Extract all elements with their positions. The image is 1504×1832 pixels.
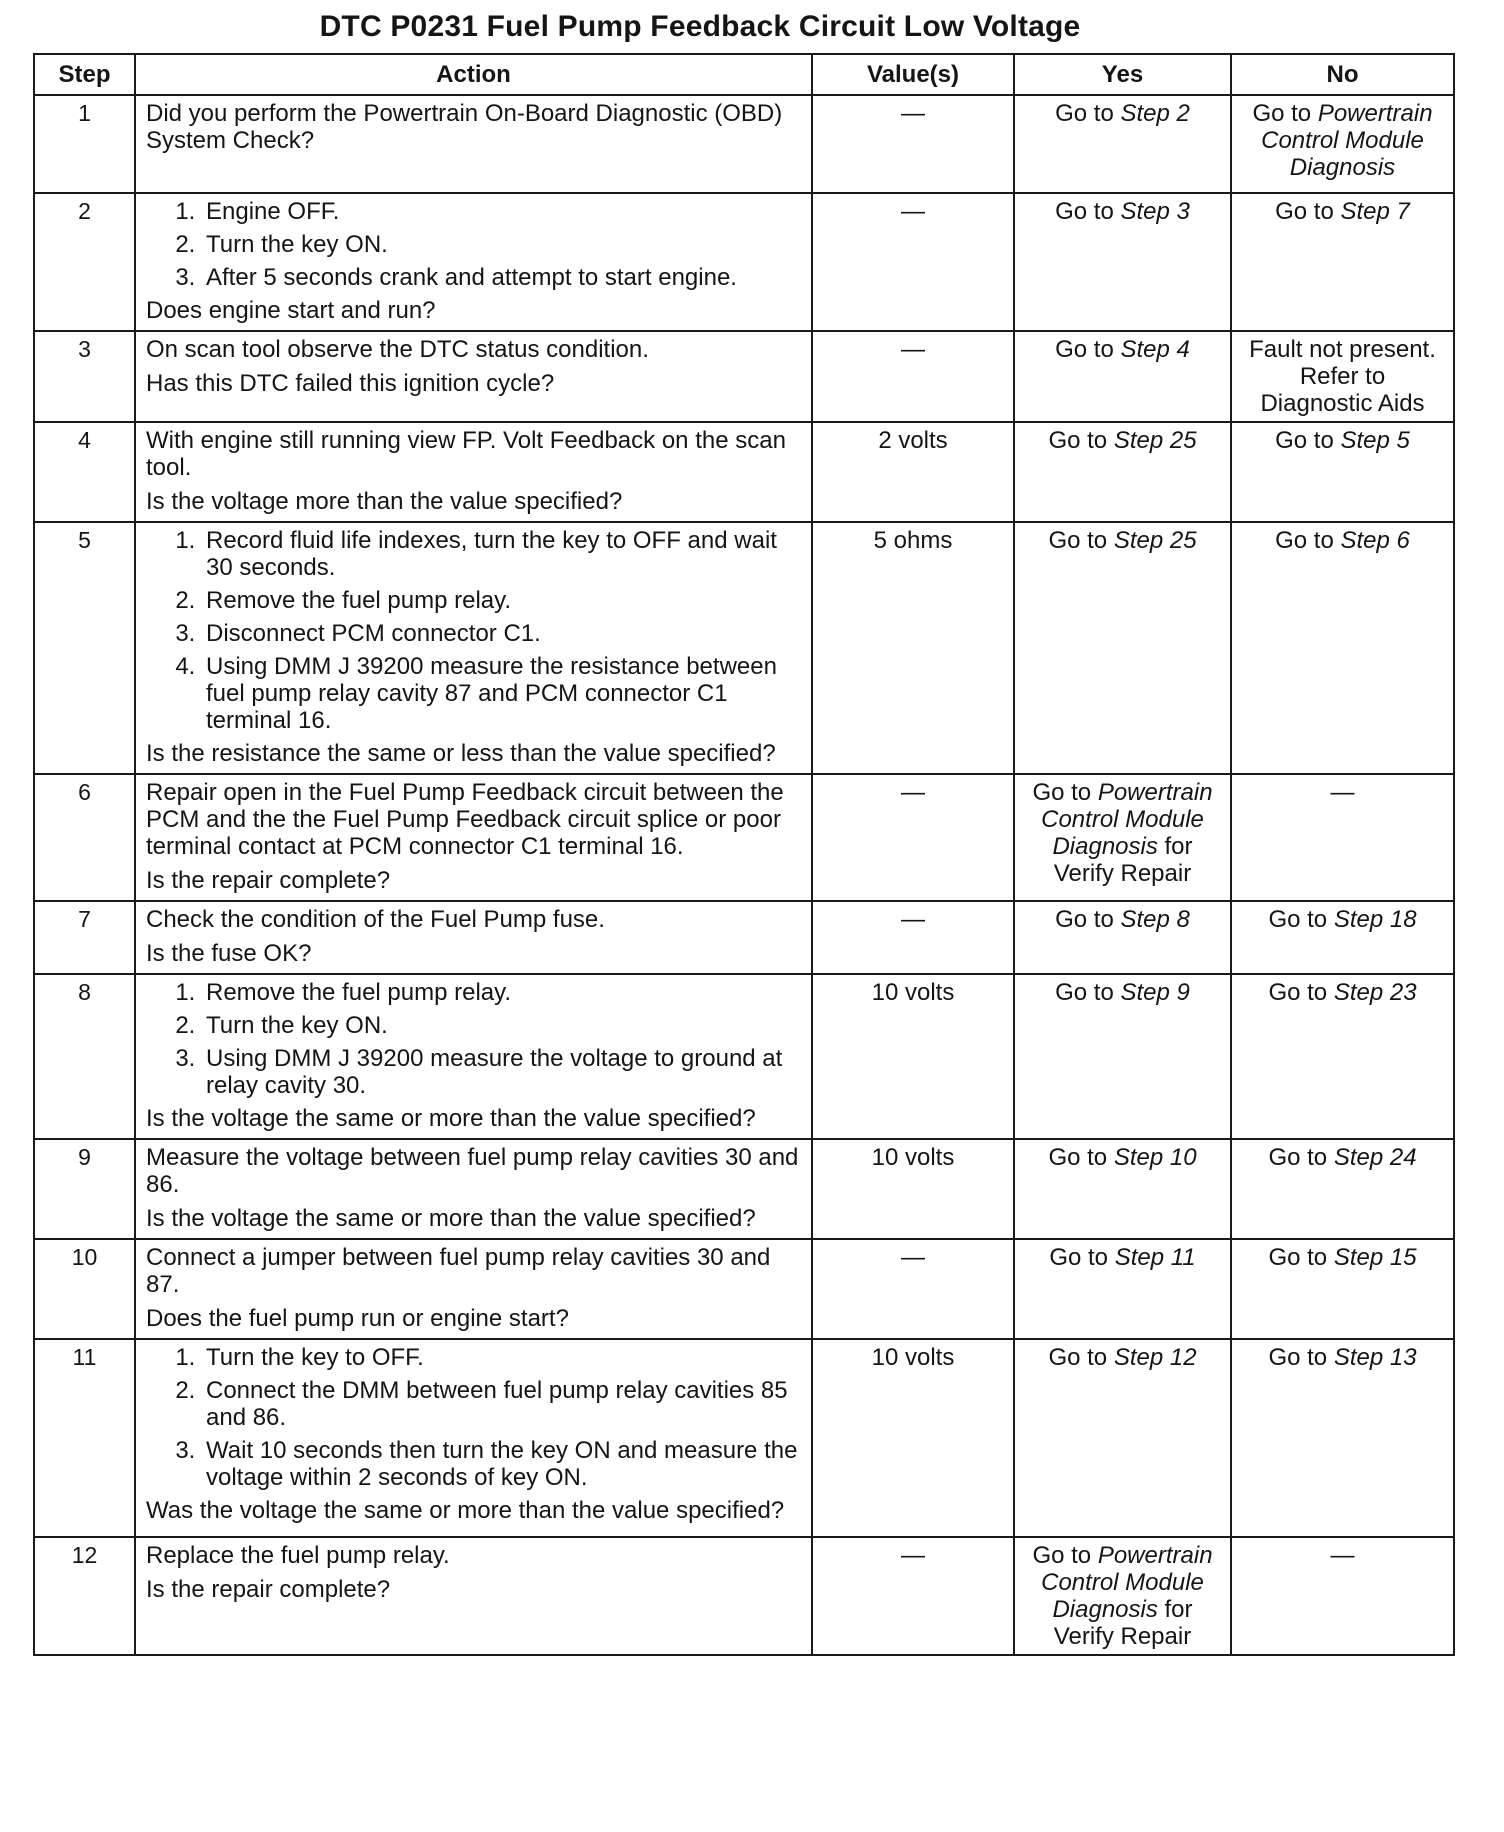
outcome-prefix: Go to <box>1275 198 1341 225</box>
action-step-item: 4. Using DMM J 39200 measure the resistance between fuel pump relay cavity 87 and PCM connector C1 terminal 16. <box>202 653 801 734</box>
header-step: Step <box>34 54 135 95</box>
step-number: 7 <box>34 901 135 974</box>
step-number: 5 <box>34 522 135 774</box>
outcome-prefix: Go to <box>1049 1244 1115 1271</box>
yes-cell <box>1014 331 1231 422</box>
action-text: Replace the fuel pump relay. <box>146 1542 450 1569</box>
yes-cell <box>1014 1139 1231 1239</box>
outcome-prefix: Go to <box>1268 1144 1334 1171</box>
no-cell <box>1231 331 1454 422</box>
value-cell: 10 volts <box>812 1339 1014 1537</box>
header-row <box>34 54 1454 95</box>
yes-cell <box>1014 1537 1231 1655</box>
action-step-item: 2. Turn the key ON. <box>202 1012 801 1039</box>
no-cell <box>1231 1537 1454 1655</box>
value-cell: — <box>812 1239 1014 1339</box>
no-cell <box>1231 422 1454 522</box>
outcome-prefix: Go to <box>1268 906 1334 933</box>
outcome-text: Fault not present. Refer to Diagnostic Aids <box>1249 336 1436 417</box>
action-text: On scan tool observe the DTC status condition. <box>146 336 649 363</box>
table-row <box>34 901 1454 974</box>
outcome-prefix: Go to <box>1032 779 1098 806</box>
action-text: Measure the voltage between fuel pump relay cavities 30 and 86. <box>146 1144 799 1198</box>
outcome-prefix: Go to <box>1055 906 1121 933</box>
table-row <box>34 974 1454 1139</box>
value-cell: 10 volts <box>812 974 1014 1139</box>
action-text: Check the condition of the Fuel Pump fuse. <box>146 906 605 933</box>
action-text: Did you perform the Powertrain On-Board Diagnostic (OBD) System Check? <box>146 100 783 154</box>
no-cell <box>1231 193 1454 331</box>
action-cell <box>135 331 812 422</box>
table-row <box>34 774 1454 901</box>
action-question: Has this DTC failed this ignition cycle? <box>146 370 555 397</box>
action-question: Is the repair complete? <box>146 867 391 894</box>
step-number: 2 <box>34 193 135 331</box>
outcome-link[interactable]: Step 2 <box>1120 100 1190 127</box>
page-title: DTC P0231 Fuel Pump Feedback Circuit Low Voltage <box>319 10 1081 43</box>
action-step-item: 1. Remove the fuel pump relay. <box>202 979 801 1006</box>
yes-cell <box>1014 522 1231 774</box>
action-text: Repair open in the Fuel Pump Feedback circuit between the PCM and the the Fuel Pump Feedback circuit splice or poor terminal contact at PCM connector C1 terminal 16. <box>146 779 784 860</box>
action-step-item: 2. Turn the key ON. <box>202 231 801 258</box>
outcome-prefix: Go to <box>1268 979 1334 1006</box>
header-value: Value(s) <box>812 54 1014 95</box>
outcome-text: — <box>1330 779 1355 806</box>
yes-cell <box>1014 1339 1231 1537</box>
action-cell <box>135 774 812 901</box>
diagnostic-table <box>33 53 1455 1656</box>
value-cell: 2 volts <box>812 422 1014 522</box>
outcome-link[interactable]: Step 7 <box>1340 198 1410 225</box>
action-step-item: 3. Using DMM J 39200 measure the voltage to ground at relay cavity 30. <box>202 1045 801 1099</box>
value-cell: — <box>812 774 1014 901</box>
outcome-prefix: Go to <box>1055 198 1121 225</box>
action-step-item: 2. Remove the fuel pump relay. <box>202 587 801 614</box>
action-steps-list <box>146 979 801 1099</box>
action-cell <box>135 1537 812 1655</box>
outcome-link[interactable]: Powertrain Control Module Diagnosis <box>1041 1542 1213 1623</box>
value-cell: 5 ohms <box>812 522 1014 774</box>
outcome-prefix: Go to <box>1048 527 1114 554</box>
action-step-item: 1. Engine OFF. <box>202 198 801 225</box>
outcome-link[interactable]: Step 10 <box>1113 1144 1197 1171</box>
yes-cell <box>1014 422 1231 522</box>
step-number: 9 <box>34 1139 135 1239</box>
table-row <box>34 422 1454 522</box>
no-cell <box>1231 901 1454 974</box>
outcome-text: — <box>1330 1542 1355 1569</box>
action-cell <box>135 95 812 193</box>
outcome-prefix: Go to <box>1048 1344 1114 1371</box>
no-cell <box>1231 774 1454 901</box>
value-cell: — <box>812 95 1014 193</box>
action-cell <box>135 193 812 331</box>
outcome-prefix: Go to <box>1268 1344 1334 1371</box>
outcome-link[interactable]: Step 4 <box>1120 336 1190 363</box>
action-step-item: 1. Record fluid life indexes, turn the key to OFF and wait 30 seconds. <box>202 527 801 581</box>
value-cell: — <box>812 331 1014 422</box>
value-cell: — <box>812 193 1014 331</box>
action-question: Is the voltage the same or more than the value specified? <box>146 1205 756 1232</box>
outcome-link[interactable]: Step 5 <box>1340 427 1410 454</box>
yes-cell <box>1014 974 1231 1139</box>
action-cell <box>135 1139 812 1239</box>
outcome-link[interactable]: Step 8 <box>1120 906 1190 933</box>
action-question: Is the resistance the same or less than the value specified? <box>146 740 776 767</box>
yes-cell <box>1014 901 1231 974</box>
outcome-prefix: Go to <box>1268 1244 1334 1271</box>
action-cell <box>135 1339 812 1537</box>
outcome-prefix: Go to <box>1048 1144 1114 1171</box>
outcome-link[interactable]: Step 3 <box>1120 198 1190 225</box>
no-cell <box>1231 1239 1454 1339</box>
header-no: No <box>1231 54 1454 95</box>
action-steps-list <box>146 1344 801 1491</box>
outcome-suffix: for Verify Repair <box>1053 833 1193 887</box>
yes-cell <box>1014 774 1231 901</box>
action-text: Connect a jumper between fuel pump relay cavities 30 and 87. <box>146 1244 771 1298</box>
yes-cell <box>1014 95 1231 193</box>
outcome-link[interactable]: Step 13 <box>1333 1344 1417 1371</box>
header-action: Action <box>135 54 812 95</box>
step-number: 3 <box>34 331 135 422</box>
outcome-link[interactable]: Powertrain Control Module Diagnosis <box>1041 779 1213 860</box>
action-cell <box>135 1239 812 1339</box>
action-cell <box>135 422 812 522</box>
action-steps-list <box>146 198 801 291</box>
yes-cell <box>1014 1239 1231 1339</box>
outcome-link[interactable]: Step 24 <box>1333 1144 1417 1171</box>
action-cell <box>135 901 812 974</box>
no-cell <box>1231 522 1454 774</box>
outcome-prefix: Go to <box>1275 527 1341 554</box>
action-step-item: 2. Connect the DMM between fuel pump relay cavities 85 and 86. <box>202 1377 801 1431</box>
outcome-link[interactable]: Step 18 <box>1333 906 1417 933</box>
action-step-item: 3. After 5 seconds crank and attempt to start engine. <box>202 264 801 291</box>
action-question: Is the voltage the same or more than the value specified? <box>146 1105 756 1132</box>
table-row <box>34 1339 1454 1537</box>
outcome-link[interactable]: Step 9 <box>1120 979 1190 1006</box>
action-text: With engine still running view FP. Volt Feedback on the scan tool. <box>146 427 786 481</box>
outcome-prefix: Go to <box>1055 100 1121 127</box>
outcome-link[interactable]: Powertrain Control Module Diagnosis <box>1261 100 1433 181</box>
action-cell <box>135 974 812 1139</box>
no-cell <box>1231 1339 1454 1537</box>
outcome-prefix: Go to <box>1055 979 1121 1006</box>
outcome-prefix: Go to <box>1275 427 1341 454</box>
outcome-link[interactable]: Step 11 <box>1114 1244 1196 1271</box>
action-question: Does engine start and run? <box>146 297 436 324</box>
step-number: 12 <box>34 1537 135 1655</box>
table-row <box>34 193 1454 331</box>
action-step-item: 3. Wait 10 seconds then turn the key ON and measure the voltage within 2 seconds of key ON. <box>202 1437 801 1491</box>
no-cell <box>1231 95 1454 193</box>
outcome-link[interactable]: Step 15 <box>1333 1244 1417 1271</box>
outcome-prefix: Go to <box>1032 1542 1098 1569</box>
value-cell: — <box>812 1537 1014 1655</box>
outcome-link[interactable]: Step 12 <box>1113 1344 1197 1371</box>
table-row <box>34 1239 1454 1339</box>
action-question: Is the repair complete? <box>146 1576 391 1603</box>
value-cell: 10 volts <box>812 1139 1014 1239</box>
action-cell <box>135 522 812 774</box>
step-number: 4 <box>34 422 135 522</box>
action-question: Does the fuel pump run or engine start? <box>146 1305 569 1332</box>
table-row <box>34 331 1454 422</box>
step-number: 8 <box>34 974 135 1139</box>
outcome-prefix: Go to <box>1048 427 1114 454</box>
outcome-link[interactable]: Step 23 <box>1333 979 1417 1006</box>
yes-cell <box>1014 193 1231 331</box>
action-question: Is the fuse OK? <box>146 940 312 967</box>
step-number: 1 <box>34 95 135 193</box>
outcome-prefix: Go to <box>1252 100 1318 127</box>
table-row <box>34 1537 1454 1655</box>
outcome-link[interactable]: Step 6 <box>1340 527 1410 554</box>
step-number: 11 <box>34 1339 135 1537</box>
table-row <box>34 95 1454 193</box>
header-yes: Yes <box>1014 54 1231 95</box>
outcome-link[interactable]: Step 25 <box>1113 427 1197 454</box>
outcome-prefix: Go to <box>1055 336 1121 363</box>
value-cell: — <box>812 901 1014 974</box>
action-question: Was the voltage the same or more than the value specified? <box>146 1497 785 1524</box>
action-steps-list <box>146 527 801 734</box>
action-step-item: 1. Turn the key to OFF. <box>202 1344 801 1371</box>
outcome-suffix: for Verify Repair <box>1053 1596 1193 1650</box>
action-question: Is the voltage more than the value specified? <box>146 488 623 515</box>
action-step-item: 3. Disconnect PCM connector C1. <box>202 620 801 647</box>
no-cell <box>1231 1139 1454 1239</box>
step-number: 6 <box>34 774 135 901</box>
table-row <box>34 522 1454 774</box>
step-number: 10 <box>34 1239 135 1339</box>
table-row <box>34 1139 1454 1239</box>
no-cell <box>1231 974 1454 1139</box>
outcome-link[interactable]: Step 25 <box>1113 527 1197 554</box>
